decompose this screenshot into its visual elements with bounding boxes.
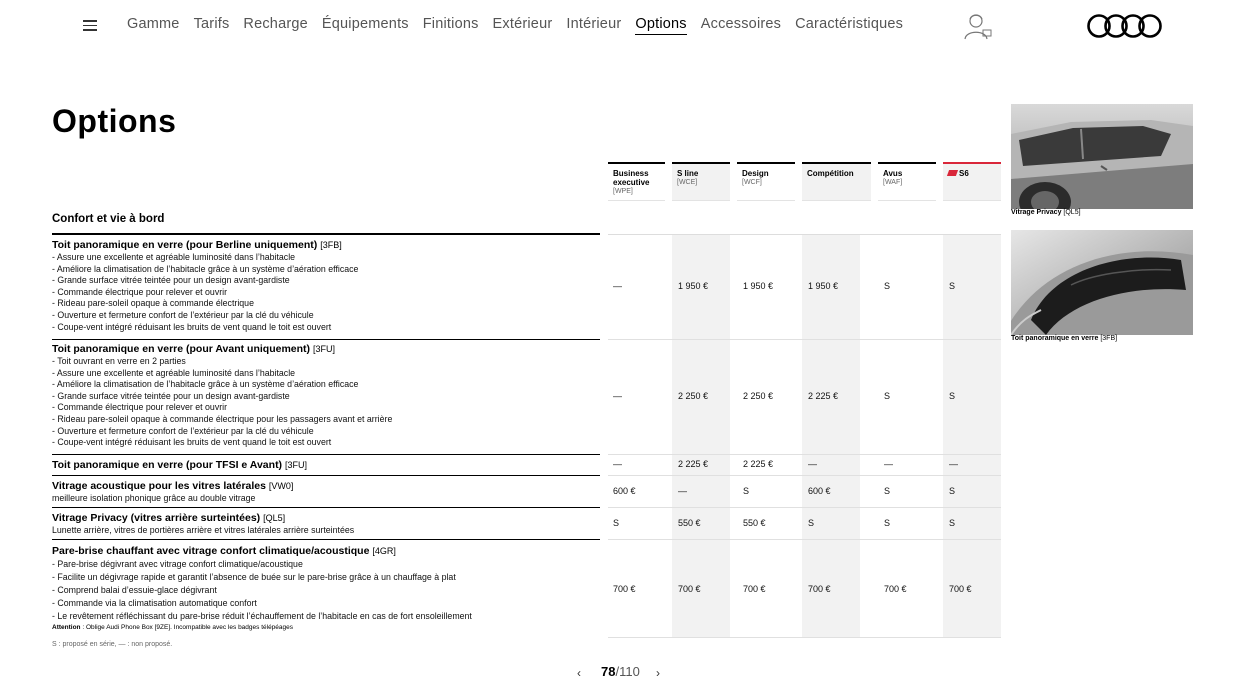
column-shade: [943, 234, 1001, 638]
page-counter: [601, 664, 640, 679]
nav-item-options[interactable]: Options: [635, 16, 686, 35]
price-cell: 2 225 €: [808, 391, 839, 401]
nav-item-caracteristiques[interactable]: Caractéristiques: [795, 16, 904, 32]
column-shade: [672, 234, 730, 638]
pagination: [573, 664, 673, 682]
attention-label: Attention: [52, 623, 81, 631]
option-code: [QL5]: [263, 513, 286, 523]
price-cell: S: [884, 281, 891, 291]
price-cell: 700 €: [613, 584, 636, 594]
price-cell: S: [949, 391, 956, 401]
column-header-business-executive: [608, 162, 665, 201]
option-code: [3FB]: [320, 240, 342, 250]
option-row: [52, 458, 600, 472]
price-cell: —: [808, 459, 817, 469]
chevron-left-icon[interactable]: ‹: [577, 666, 581, 680]
caption-title: Toit panoramique en verre: [1011, 335, 1099, 342]
audi-logo[interactable]: [1087, 13, 1163, 39]
cell-divider: [608, 234, 1001, 235]
price-cell: S: [949, 518, 956, 528]
option-row: [52, 238, 600, 333]
column-name: Business executive: [613, 169, 650, 187]
row-divider: [52, 507, 600, 508]
price-cell: S: [949, 281, 956, 291]
cell-divider: [608, 507, 1001, 508]
option-desc-line: - Comprend balai d’essuie-glace dégivrant: [52, 585, 217, 596]
attention-text: : Oblige Audi Phone Box [9ZE]. Incompatible avec les badges télépéages: [82, 623, 294, 631]
column-name: Compétition: [807, 169, 854, 178]
s6-label: S6: [959, 169, 969, 178]
price-cell: 2 225 €: [678, 459, 709, 469]
option-code: [3FU]: [284, 460, 307, 470]
option-desc-line: meilleure isolation phonique grâce au double vitrage: [52, 493, 256, 503]
nav-item-exterieur[interactable]: Extérieur: [492, 16, 553, 32]
price-cell: 2 250 €: [678, 391, 709, 401]
option-code: [3FU]: [312, 344, 335, 354]
row-divider: [52, 475, 600, 476]
option-desc-line: - Améliore la climatisation de l’habitacle grâce à un système d’aération efficace: [52, 263, 359, 274]
section-divider: [52, 233, 600, 235]
nav-item-tarifs[interactable]: Tarifs: [193, 16, 230, 32]
option-desc-line: - Grande surface vitrée teintée pour un design avant-gardiste: [52, 390, 290, 401]
option-desc-line: - Coupe-vent intégré réduisant les bruits de vent quand le toit est ouvert: [52, 321, 332, 332]
price-cell: 1 950 €: [743, 281, 774, 291]
cell-divider: [608, 339, 1001, 340]
row-divider: [52, 339, 600, 340]
price-cell: 700 €: [678, 584, 701, 594]
price-cell: 550 €: [678, 518, 701, 528]
option-desc-line: - Coupe-vent intégré réduisant les bruits de vent quand le toit est ouvert: [52, 437, 332, 448]
column-shade: [802, 234, 860, 638]
price-cell: S: [808, 518, 815, 528]
price-cell: —: [613, 391, 622, 401]
nav-item-interieur[interactable]: Intérieur: [566, 16, 622, 32]
column-header-avus: [878, 162, 936, 201]
option-desc-line: - Grande surface vitrée teintée pour un design avant-gardiste: [52, 275, 290, 286]
price-cell: S: [613, 518, 620, 528]
option-desc-line: - Commande électrique pour relever et ouvrir: [52, 286, 228, 297]
nav-item-equipements[interactable]: Équipements: [321, 16, 409, 32]
option-row: [52, 544, 600, 632]
column-name: Design: [742, 169, 769, 178]
option-desc-line: - Rideau pare-soleil opaque à commande électrique: [52, 298, 254, 309]
option-desc-line: - Pare-brise dégivrant avec vitrage confort climatique/acoustique: [52, 559, 303, 569]
option-desc-line: - Assure une excellente et agréable luminosité dans l’habitacle: [52, 252, 296, 262]
option-title: [52, 544, 600, 558]
price-cell: S: [884, 391, 891, 401]
top-navigation: [0, 0, 1244, 50]
price-cell: 2 250 €: [743, 391, 774, 401]
cell-divider: [608, 454, 1001, 455]
current-page: 78: [601, 664, 616, 679]
column-name: [948, 169, 996, 178]
cell-divider: [608, 637, 1001, 638]
option-desc-line: - Ouverture et fermeture confort de l’extérieur par la clé du véhicule: [52, 425, 314, 436]
option-desc-line: - Le revêtement réfléchissant du pare-brise réduit l’échauffement de l’habitacle en cas de fort ensoleillement: [52, 611, 472, 622]
column-header-competition: [802, 162, 871, 201]
option-name: Toit panoramique en verre (pour Berline uniquement): [52, 239, 318, 251]
cell-divider: [608, 475, 1001, 476]
option-row: [52, 511, 600, 537]
option-desc-line: - Commande via la climatisation automatique confort: [52, 598, 257, 609]
option-title: [52, 238, 600, 252]
column-code: [WCE]: [677, 179, 698, 186]
image-caption: [1011, 209, 1081, 216]
option-desc-line: Lunette arrière, vitres de portières arrière et vitres latérales arrière surteintées: [52, 525, 355, 535]
price-cell: 700 €: [949, 584, 972, 594]
total-pages: /110: [615, 664, 640, 679]
option-desc-line: - Commande électrique pour relever et ouvrir: [52, 402, 228, 413]
caption-title: Vitrage Privacy: [1011, 209, 1062, 216]
price-cell: —: [613, 281, 622, 291]
option-desc-line: - Rideau pare-soleil opaque à commande électrique pour les passagers avant et arrière: [52, 413, 393, 424]
menu-icon[interactable]: [83, 20, 97, 31]
row-divider: [52, 454, 600, 455]
caption-code: [QL5]: [1063, 209, 1081, 216]
price-cell: —: [678, 486, 687, 496]
nav-links: [127, 16, 917, 35]
price-cell: 1 950 €: [808, 281, 839, 291]
option-name: Vitrage acoustique pour les vitres latérales: [52, 480, 266, 492]
price-cell: S: [743, 486, 750, 496]
option-desc-line: - Améliore la climatisation de l’habitacle grâce à un système d’aération efficace: [52, 379, 359, 390]
option-title: [52, 458, 600, 472]
chevron-right-icon[interactable]: ›: [656, 666, 660, 680]
nav-item-accessoires[interactable]: Accessoires: [700, 16, 782, 32]
price-cell: —: [884, 459, 893, 469]
price-cell: 600 €: [613, 486, 636, 496]
column-code: [WPE]: [613, 188, 633, 195]
price-cell: 550 €: [743, 518, 766, 528]
option-row: [52, 342, 600, 449]
option-row: [52, 479, 600, 505]
footnote: S : proposé en série, — : non proposé.: [52, 641, 173, 648]
caption-code: [3FB]: [1100, 335, 1118, 342]
option-name: Pare-brise chauffant avec vitrage confort climatique/acoustique: [52, 545, 370, 557]
image-caption: [1011, 335, 1117, 342]
price-cell: 2 225 €: [743, 459, 774, 469]
price-cell: 700 €: [743, 584, 766, 594]
column-name: Avus: [883, 169, 903, 178]
user-advisor-icon[interactable]: [962, 12, 994, 40]
page-title: Options: [52, 103, 177, 139]
option-name: Vitrage Privacy (vitres arrière surteintées): [52, 512, 261, 524]
price-cell: —: [949, 459, 958, 469]
nav-item-finitions[interactable]: Finitions: [422, 16, 479, 32]
column-name: S line: [677, 169, 699, 178]
attention-note: [52, 623, 600, 632]
option-desc-line: - Facilite un dégivrage rapide et garantit l’absence de buée sur le pare-brise grâce à un chauffage à plat: [52, 572, 456, 583]
option-title: [52, 342, 600, 356]
option-name: Toit panoramique en verre (pour Avant uniquement): [52, 343, 311, 355]
nav-item-gamme[interactable]: Gamme: [127, 16, 180, 32]
price-cell: —: [613, 459, 622, 469]
panoramic-roof-photo: [1011, 230, 1193, 335]
price-cell: 700 €: [808, 584, 831, 594]
price-cell: 1 950 €: [678, 281, 709, 291]
column-code: [WAF]: [883, 179, 903, 186]
column-header-design: [737, 162, 795, 201]
price-cell: S: [949, 486, 956, 496]
section-title: Confort et vie à bord: [52, 213, 165, 225]
column-header-s6: [943, 162, 1001, 201]
s-badge-icon: [947, 170, 958, 176]
option-code: [4GR]: [372, 546, 396, 556]
option-title: [52, 511, 600, 525]
cell-divider: [608, 539, 1001, 540]
nav-item-recharge[interactable]: Recharge: [243, 16, 308, 32]
option-code: [VW0]: [268, 481, 294, 491]
price-cell: 600 €: [808, 486, 831, 496]
column-code: [WCF]: [742, 179, 762, 186]
price-cell: S: [884, 518, 891, 528]
option-desc-line: - Ouverture et fermeture confort de l’extérieur par la clé du véhicule: [52, 309, 314, 320]
price-cell: 700 €: [884, 584, 907, 594]
option-desc-line: - Assure une excellente et agréable luminosité dans l’habitacle: [52, 367, 296, 378]
option-name: Toit panoramique en verre (pour TFSI e Avant): [52, 459, 283, 471]
option-title: [52, 479, 600, 493]
row-divider: [52, 539, 600, 540]
price-cell: S: [884, 486, 891, 496]
column-header-s-line: [672, 162, 730, 201]
vitrage-privacy-photo: [1011, 104, 1193, 209]
option-desc-line: - Toit ouvrant en verre en 2 parties: [52, 356, 186, 366]
